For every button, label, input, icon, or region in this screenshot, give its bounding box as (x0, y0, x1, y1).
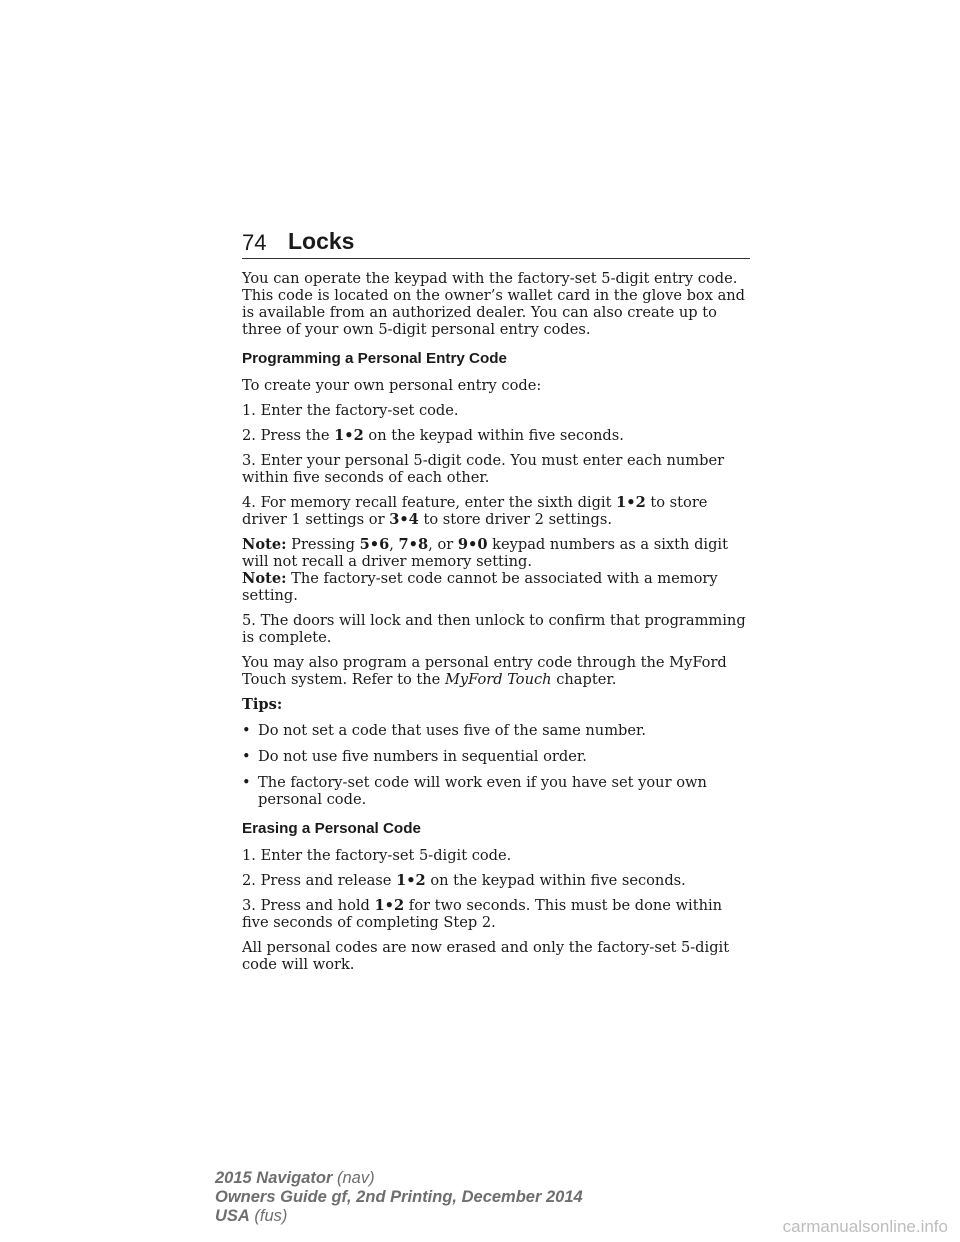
erasing-heading: Erasing a Personal Code (242, 820, 421, 837)
keypad-code: 9•0 (457, 536, 488, 553)
erasing-step-1: 1. Enter the factory-set 5-digit code. (242, 847, 512, 864)
tips-label: Tips: (242, 696, 283, 713)
programming-step-1: 1. Enter the factory-set code. (242, 402, 459, 419)
bullet-icon: • (242, 748, 251, 765)
keypad-code: 3•4 (389, 511, 419, 528)
programming-heading: Programming a Personal Entry Code (242, 350, 508, 367)
keypad-code: 1•2 (374, 897, 405, 914)
watermark: carmanualsonline.info (782, 1217, 948, 1236)
programming-step-2: 2. Press the 1•2 on the keypad within five seconds. (242, 427, 624, 444)
header-rule (242, 258, 750, 259)
programming-step-4: 4. For memory recall feature, enter the sixth digit 1•2 to store driver 1 settings or 3•4 to store driver 2 settings. (242, 494, 708, 528)
intro-paragraph: You can operate the keypad with the factory-set 5-digit entry code. This code is located on the owner’s wallet card in the glove box and is available from an authorized dealer. You can also create up to three of your own 5-digit personal entry codes. (242, 270, 746, 338)
list-item: • Do not set a code that uses five of the same number. (242, 722, 647, 739)
section-title: Locks (288, 228, 355, 254)
note-1: Note: Pressing 5•6, 7•8, or 9•0 keypad numbers as a sixth digit will not recall a driver memory setting. (242, 536, 728, 570)
footer-line-3: USA (fus) (215, 1207, 288, 1225)
programming-step-5: 5. The doors will lock and then unlock to confirm that programming is complete. (242, 612, 746, 646)
keypad-code: 1•2 (616, 494, 646, 511)
list-item: • Do not use five numbers in sequential order. (242, 748, 587, 765)
bullet-icon: • (242, 722, 251, 739)
footer-line-2: Owners Guide gf, 2nd Printing, December 2014 (215, 1188, 583, 1206)
erasing-step-3: 3. Press and hold 1•2 for two seconds. This must be done within five seconds of completing Step 2. (242, 897, 723, 931)
keypad-code: 7•8 (398, 536, 429, 553)
page-header (242, 230, 750, 260)
keypad-code: 1•2 (396, 872, 426, 889)
programming-lead: To create your own personal entry code: (242, 377, 542, 394)
list-item: • The factory-set code will work even if you have set your own personal code. (242, 774, 707, 808)
document-footer (215, 1169, 583, 1226)
keypad-code: 5•6 (359, 536, 390, 553)
keypad-code: 1•2 (334, 427, 364, 444)
erasing-closing: All personal codes are now erased and only the factory-set 5-digit code will work. (242, 939, 730, 973)
page-number: 74 (242, 230, 267, 255)
bullet-icon: • (242, 774, 251, 791)
footer-line-1: 2015 Navigator (nav) (215, 1169, 375, 1187)
myford-touch-reference: MyFord Touch (444, 671, 552, 688)
note-2: Note: The factory-set code cannot be associated with a memory setting. (242, 570, 718, 604)
myford-paragraph: You may also program a personal entry code through the MyFord Touch system. Refer to the MyFord Touch chapter. (242, 654, 727, 688)
notes (242, 536, 752, 604)
programming-step-3: 3. Enter your personal 5-digit code. You must enter each number within five seconds of each other. (242, 452, 725, 486)
page-body (242, 270, 752, 981)
erasing-step-2: 2. Press and release 1•2 on the keypad within five seconds. (242, 872, 686, 889)
